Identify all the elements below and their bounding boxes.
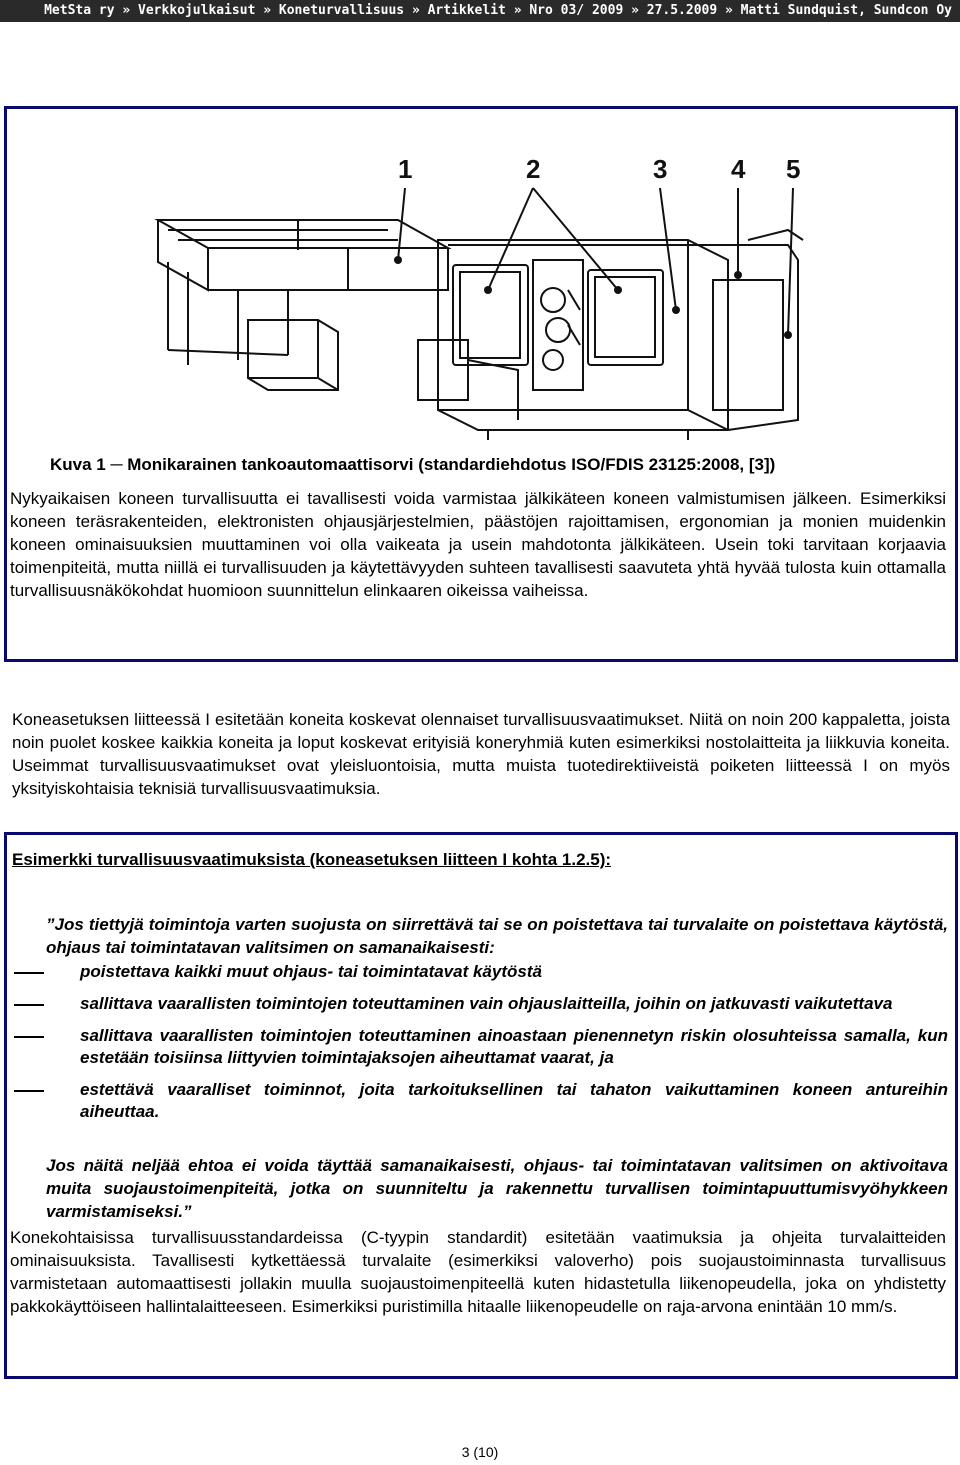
list-item	[14, 1025, 948, 1069]
lathe-figure	[148, 150, 808, 442]
figure-caption: Kuva 1 ─ Monikarainen tankoautomaattisorvi (standardiehdotus ISO/FDIS 23125:2008, [3])	[50, 455, 776, 474]
lathe-illustration	[148, 150, 808, 442]
callout-4: 4	[731, 154, 746, 184]
callout-1: 1	[398, 154, 413, 184]
requirements-list	[14, 961, 948, 1133]
quote-intro: ”Jos tiettyjä toimintoja varten suojusta on siirrettävä tai se on poistettava tai turvalaite on poistettava käytöstä, ohjaus tai toimintatavan valitsimen on samanaikaisesti:	[46, 915, 948, 957]
running-header: MetSta ry » Verkkojulkaisut » Koneturvallisuus » Artikkelit » Nro 03/ 2009 » 27.5.2009 » Matti Sundquist, Sundcon Oy	[0, 0, 960, 22]
list-item-text: estettävä vaaralliset toiminnot, joita tarkoituksellinen tai tahaton vaikuttaminen koneen antureihin aiheuttaa.	[80, 1080, 948, 1121]
callout-5: 5	[786, 154, 801, 184]
list-item	[14, 961, 948, 983]
box1-paragraph: Nykyaikaisen koneen turvallisuutta ei tavallisesti voida varmistaa jälkikäteen koneen valmistumisen jälkeen. Esimerkiksi koneen teräsrakenteiden, elektronisten ohjausjärjestelmien, päästöjen rajoittamisen, ergonomian ja monien muidenkin koneen ominaisuuksien muuttaminen voi olla vaikeata ja usein mahdotonta jälkikäteen. Usein toki tarvitaan korjaavia toimenpiteitä, mutta niillä ei turvallisuuden ja käytettävyyden suhteen tavallisesti saavuteta yhtä hyvää tulosta kuin ottamalla turvallisuusnäkökohdat huomioon suunnittelun elinkaaren oikeissa vaiheissa.	[10, 489, 946, 600]
example-title: Esimerkki turvallisuusvaatimuksista (koneasetuksen liitteen I kohta 1.2.5):	[12, 850, 612, 869]
dash-bullet	[14, 1090, 44, 1092]
list-item-text: poistettava kaikki muut ohjaus- tai toimintatavat käytöstä	[80, 962, 542, 981]
list-item	[14, 1079, 948, 1123]
list-item-text: sallittava vaarallisten toimintojen toteuttaminen vain ohjauslaitteilla, joihin on jatkuvasti vaikutettava	[80, 994, 893, 1013]
dash-bullet	[14, 972, 44, 974]
quote-outro: Jos näitä neljää ehtoa ei voida täyttää samanaikaisesti, ohjaus- tai toimintatavan valitsimen on aktivoitava muita suojaustoimenpiteitä, jotka on suunniteltu ja rakennettu turvallisen toimintapuuttumisvyöhykkeen varmistamiseksi.”	[46, 1156, 948, 1221]
page-number: 3 (10)	[461, 1444, 499, 1460]
main-paragraph: Koneasetuksen liitteessä I esitetään koneita koskevat olennaiset turvallisuusvaatimukset. Niitä on noin 200 kappaletta, joista noin puolet koskee kaikkia koneita ja loput koskevat erityisiä koneryhmiä kuten esimerkiksi nostolaitteita ja liikkuvia koneita. Useimmat turvallisuusvaatimukset ovat yleisluontoisia, mutta muista tuotedirektiiveistä poiketen liitteessä I on myös yksityiskohtaisia teknisiä turvallisuusvaatimuksia.	[12, 710, 950, 798]
callout-3: 3	[653, 154, 668, 184]
box2-paragraph: Konekohtaisissa turvallisuusstandardeissa (C-tyypin standardit) esitetään vaatimuksia ja ohjeita turvalaitteiden ominaisuuksista. Tavallisesti kytkettäessä turvalaite (esimerkiksi valoverho) pois suojaustoiminnasta turvallisuus varmistetaan automaattisesti jollakin muulla suojaustoimenpiteellä kuten hidastetulla liikenopeudella, joka on yhdistetty pakkokäyttöiseen hallintalaitteeseen. Esimerkiksi puristimilla hitaalle liikenopeudelle on raja-arvona enintään 10 mm/s.	[10, 1228, 946, 1316]
callout-2: 2	[526, 154, 541, 184]
dash-bullet	[14, 1004, 44, 1006]
list-item	[14, 993, 948, 1015]
list-item-text: sallittava vaarallisten toimintojen toteuttaminen ainoastaan pienennetyn riskin olosuhteissa samalla, kun estetään toisiinsa liittyvien toimintajaksojen aiheuttamat vaarat, ja	[80, 1026, 948, 1067]
dash-bullet	[14, 1036, 44, 1038]
